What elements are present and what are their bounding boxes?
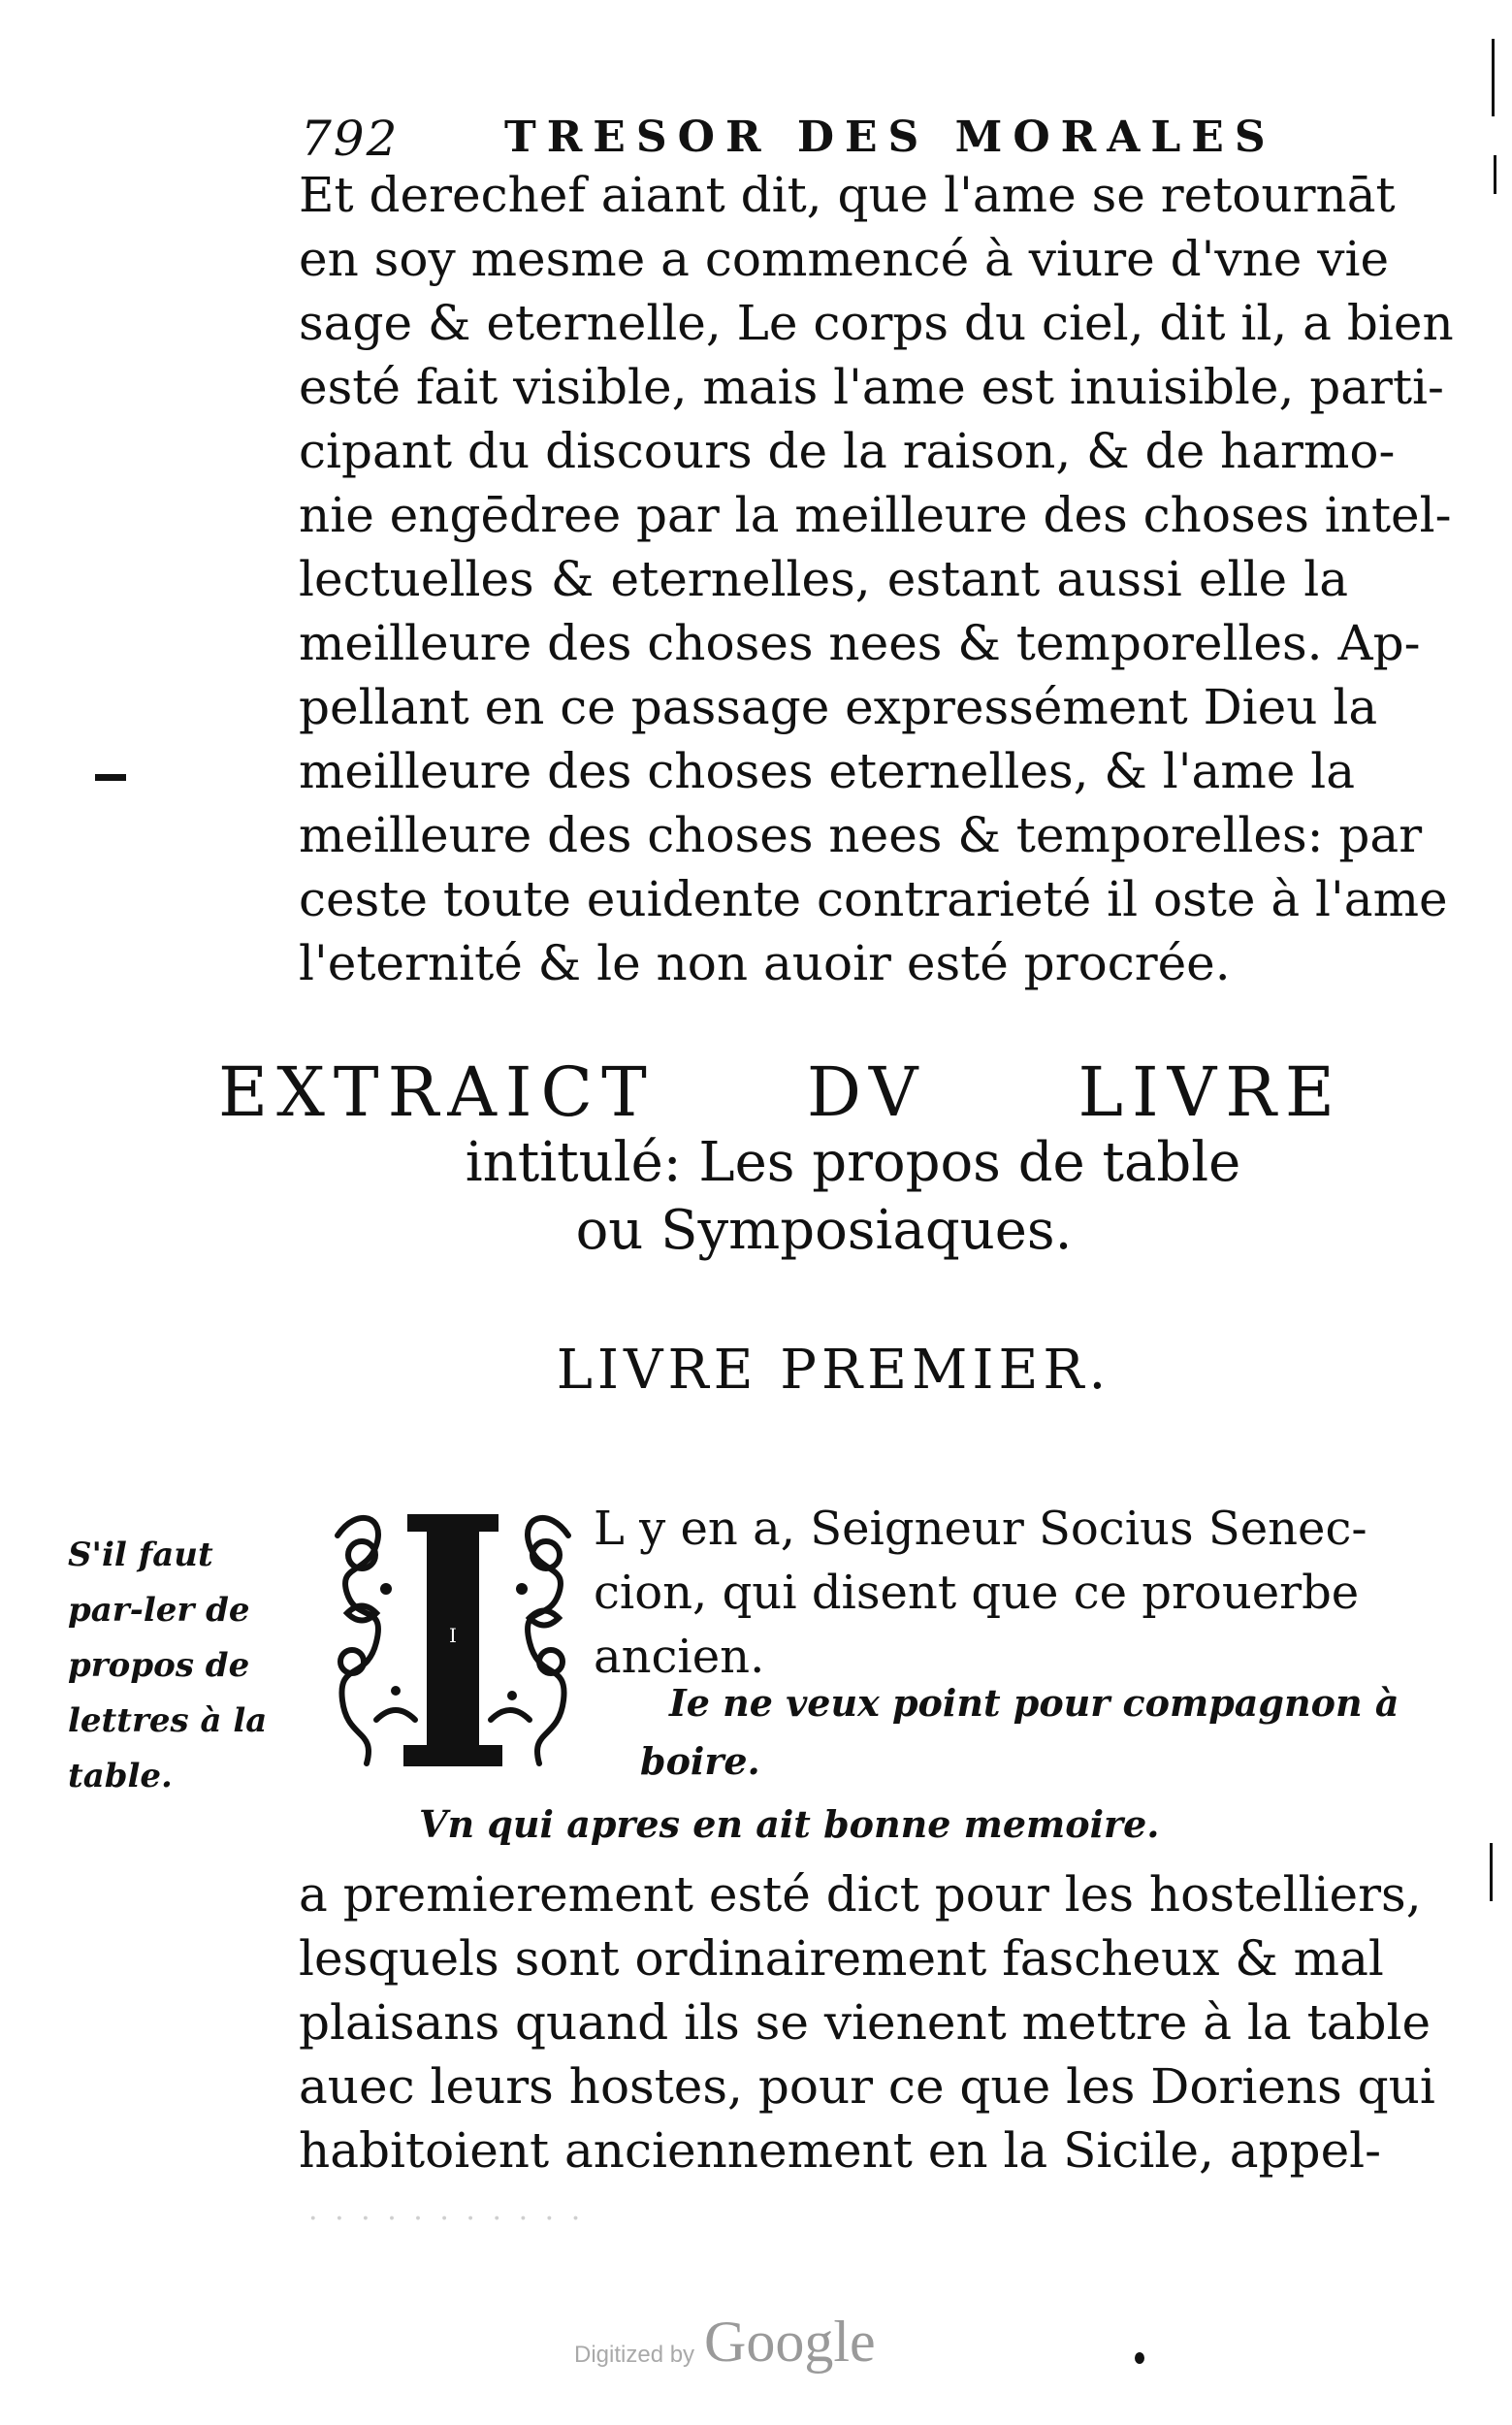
text-line: lesquels sont ordinairement fascheux & mal [299,1930,1384,1987]
text-line: sage & eternelle, Le corps du ciel, dit il, a bien [299,295,1454,351]
watermark-prefix: Digitized by [574,2342,695,2368]
text-line: ceste toute euidente contrarieté il oste à l'ame [299,871,1448,927]
google-logo: Google [704,2310,876,2374]
digitized-by-google-watermark [572,2309,980,2376]
page-edge-mark [1492,39,1495,116]
initial-letter: I [449,1624,457,1647]
text-line: meilleure des choses nees & temporelles. Ap- [299,615,1421,671]
page-edge-mark [1494,155,1496,194]
text-line: pellant en ce passage expressément Dieu la [299,679,1378,735]
verse-quote-line3: Vn qui apres en ait bonne memoire. [419,1802,1160,1846]
text-line: Et derechef aiant dit, que l'ame se retournāt [299,167,1396,223]
section-title: EXTRAICT DV LIVRE [218,1052,1343,1132]
verse-quote-line1: Ie ne veux point pour compagnon à [669,1681,1399,1725]
text-line: esté fait visible, mais l'ame est inuisible, parti- [299,359,1444,415]
verse-quote-line2: boire. [640,1739,760,1783]
running-title: TRESOR DES MORALES [504,113,1276,162]
text-line: habitoient anciennement en la Sicile, appel- [299,2122,1382,2179]
text-line: auec leurs hostes, pour ce que les Doriens qui [299,2058,1435,2115]
page-edge-mark [1490,1843,1493,1901]
text-block-bottom [299,1862,1435,2182]
text-block-top [299,163,1454,995]
text-line: cipant du discours de la raison, & de harmo- [299,423,1396,479]
decorated-initial [318,1497,588,1778]
text-line: ancien. [594,1630,765,1684]
text-line: lectuelles & eternelles, estant aussi elle la [299,551,1348,607]
text-line: L y en a, Seigneur Socius Senec- [594,1502,1367,1556]
ink-dot-mark [1135,2352,1144,2364]
intro-text [594,1497,1367,1689]
text-line: nie engēdree par la meilleure des choses intel- [299,487,1452,543]
text-line: l'eternité & le non auoir esté procrée. [299,935,1231,991]
book-heading: LIVRE PREMIER. [556,1339,1111,1402]
section-subtitle-line1: intitulé: Les propos de table [465,1131,1241,1194]
text-line: cion, qui disent que ce prouerbe [594,1566,1360,1620]
running-head [291,105,1358,167]
margin-dash-mark [95,774,126,781]
text-line: meilleure des choses eternelles, & l'ame la [299,743,1356,799]
page-number: 792 [301,111,400,167]
text-line: meilleure des choses nees & temporelles: par [299,807,1423,863]
text-line: a premierement esté dict pour les hostelliers, [299,1866,1422,1923]
text-line: plaisans quand ils se vienent mettre à la table [299,1994,1432,2051]
floral-initial-icon [318,1497,588,1778]
text-line: en soy mesme a commencé à viure d'vne vie [299,231,1390,287]
margin-note: S'il faut par-ler de propos de lettres à la table. [68,1536,268,1795]
section-subtitle-line2: ou Symposiaques. [575,1199,1073,1262]
bleed-through-text: · · · · · · · · · · · [308,2202,585,2236]
